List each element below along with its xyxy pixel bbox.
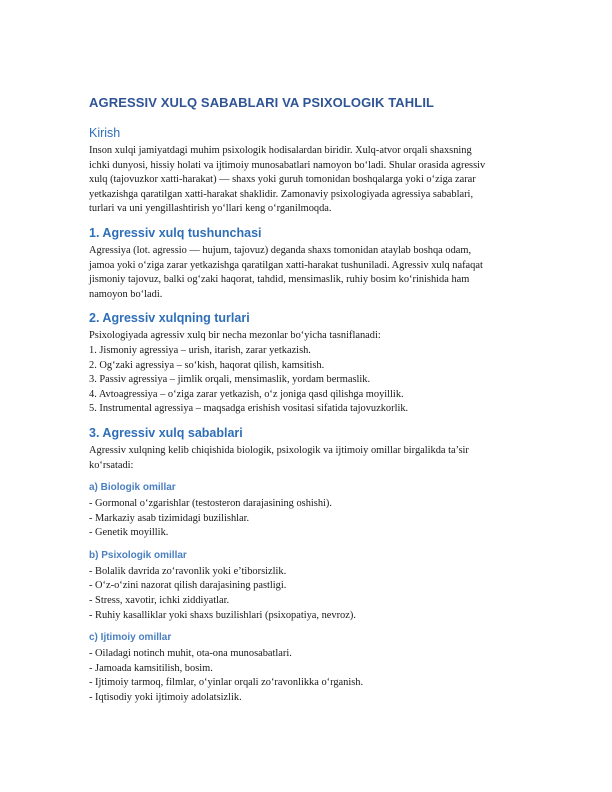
list-item: 4. Avtoagressiya – o‘ziga zarar yetkazish, o‘z joniga qasd qilishga moyillik. — [89, 388, 404, 400]
text-line: Agressiv xulqning kelib chiqishida biologik, psixologik va ijtimoiy omillar birgalikda ta’sir — [89, 444, 469, 456]
list-item: - Ruhiy kasalliklar yoki shaxs buzilishlari (psixopatiya, nevroz). — [89, 609, 356, 621]
section-3-heading: 3. Agressiv xulq sabablari — [89, 425, 243, 440]
subsection-a-list — [89, 497, 523, 541]
list-item: 3. Passiv agressiya – jimlik orqali, mensimaslik, yordam bermaslik. — [89, 374, 371, 386]
document-title: AGRESSIV XULQ SABABLARI VA PSIXOLOGIK TAHLIL — [89, 95, 435, 110]
section-2-heading: 2. Agressiv xulqning turlari — [89, 311, 250, 326]
list-item: - Iqtisodiy yoki ijtimoiy adolatsizlik. — [89, 692, 242, 704]
text-line: Agressiya (lot. agressio — hujum, tajovuz) deganda shaxs tomonidan ataylab boshqa odam, — [89, 244, 472, 256]
list-item: - Oiladagi notinch muhit, ota-ona munosabatlari. — [89, 648, 292, 660]
section-2-list — [89, 329, 523, 417]
text-line: namoyon bo‘ladi. — [89, 288, 163, 300]
subsection-c-list — [89, 647, 523, 705]
text-line: turlari va uni yengillashtirish yo‘llari keng o‘rganilmoqda. — [89, 203, 332, 215]
text-line: yetkazishga qaratilgan xatti-harakat shaklidir. Zamonaviy psixologiyada agressiya sabablari, — [89, 188, 474, 200]
text-line: jamoa yoki o‘ziga zarar yetkazishga qaratilgan xatti-harakat tushuniladi. Agressiv xulq nafaqat — [89, 259, 483, 271]
text-line: Psixologiyada agressiv xulq bir necha mezonlar bo‘yicha tasniflanadi: — [89, 330, 381, 342]
list-item: - O‘z-o‘zini nazorat qilish darajasining pastligi. — [89, 580, 287, 592]
subsection-a-heading: a) Biologik omillar — [89, 482, 176, 494]
list-item: - Genetik moyillik. — [89, 527, 169, 539]
subsection-b-heading: b) Psixologik omillar — [89, 549, 187, 561]
list-item: - Jamoada kamsitilish, bosim. — [89, 662, 213, 674]
list-item: - Stress, xavotir, ichki ziddiyatlar. — [89, 595, 230, 607]
intro-paragraph — [89, 144, 523, 217]
list-item: 1. Jismoniy agressiya – urish, itarish, zarar yetkazish. — [89, 344, 311, 356]
list-item: - Bolalik davrida zo‘ravonlik yoki e’tiborsizlik. — [89, 565, 287, 577]
list-item: - Markaziy asab tizimidagi buzilishlar. — [89, 512, 250, 524]
text-line: Inson xulqi jamiyatdagi muhim psixologik hodisalardan biridir. Xulq-atvor orqali shaxsning — [89, 145, 472, 156]
list-item: 5. Instrumental agressiya – maqsadga erishish vositasi sifatida tajovuzkorlik. — [89, 403, 409, 415]
list-item: - Gormonal o‘zgarishlar (testosteron darajasining oshishi). — [89, 498, 332, 510]
text-line: jismoniy tajovuz, balki og‘zaki haqorat, tahdid, mensimaslik, ruhiy bosim ko‘rinishida ham — [89, 274, 470, 286]
subsection-b-list — [89, 565, 523, 623]
list-item: - Ijtimoiy tarmoq, filmlar, o‘yinlar orqali zo‘ravonlikka o‘rganish. — [89, 677, 364, 689]
list-item: 2. Og‘zaki agressiya – so‘kish, haqorat qilish, kamsitish. — [89, 359, 325, 371]
document-body — [89, 95, 523, 706]
section-1-paragraph — [89, 244, 523, 302]
section-3-paragraph — [89, 444, 523, 473]
text-line: ko‘rsatadi: — [89, 459, 134, 471]
intro-heading: Kirish — [89, 126, 121, 140]
section-1-heading: 1. Agressiv xulq tushunchasi — [89, 225, 262, 240]
text-line: xulq (tajovuzkor xatti-harakat) — shaxs yoki guruh tomonidan boshqalarga yoki o‘ziga zarar — [89, 174, 476, 186]
text-line: ichki dunyosi, hissiy holati va ijtimoiy munosabatlari namoyon bo‘ladi. Shular orasida agressiv — [89, 159, 486, 171]
subsection-c-heading: c) Ijtimoiy omillar — [89, 632, 172, 644]
